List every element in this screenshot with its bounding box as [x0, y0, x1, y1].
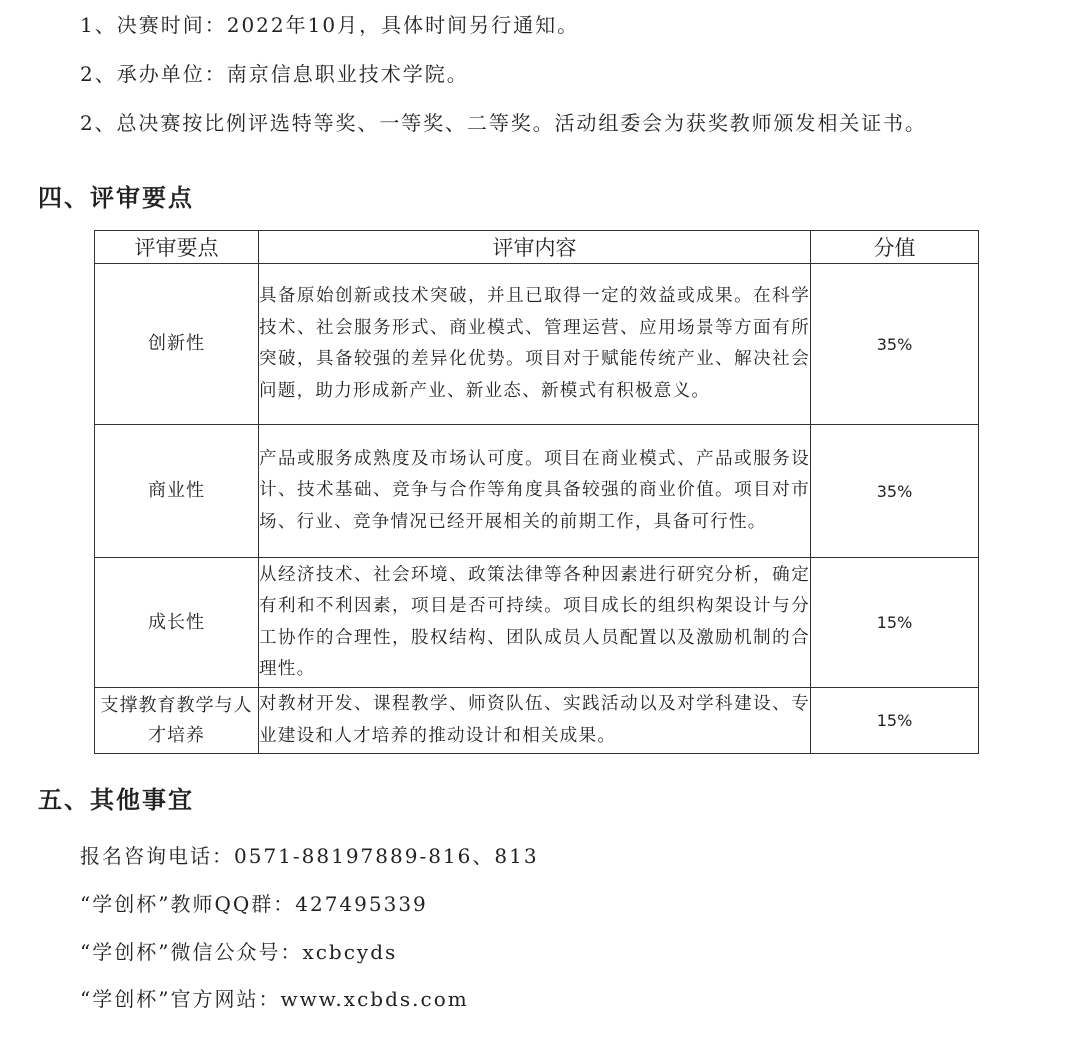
table-row — [95, 558, 979, 688]
header-content: 评审内容 — [259, 231, 811, 264]
row-criteria-score: 15% — [811, 558, 979, 688]
header-score: 分值 — [811, 231, 979, 264]
table-row — [95, 688, 979, 754]
contact-website: “学创杯”官方网站：www.xcbds.com — [80, 987, 469, 1011]
criteria-table — [94, 230, 979, 754]
row-criteria-score: 35% — [811, 425, 979, 558]
row-criteria-name: 商业性 — [95, 425, 259, 558]
contact-wechat: “学创杯”微信公众号：xcbcyds — [80, 940, 398, 964]
row-criteria-content: 产品或服务成熟度及市场认可度。项目在商业模式、产品或服务设计、技术基础、竞争与合作等角度具备较强的商业价值。项目对市场、行业、竞争情况已经开展相关的前期工作，具备可行性。 — [259, 425, 811, 558]
row-criteria-name: 成长性 — [95, 558, 259, 688]
row-criteria-score: 15% — [811, 688, 979, 754]
header-criteria: 评审要点 — [95, 231, 259, 264]
row-criteria-name: 创新性 — [95, 264, 259, 425]
intro-line-3: 2、总决赛按比例评选特等奖、一等奖、二等奖。活动组委会为获奖教师颁发相关证书。 — [80, 111, 927, 135]
row-criteria-score: 35% — [811, 264, 979, 425]
row-criteria-content: 对教材开发、课程教学、师资队伍、实践活动以及对学科建设、专业建设和人才培养的推动设计和相关成果。 — [259, 688, 811, 754]
intro-line-1: 1、决赛时间：2022年10月，具体时间另行通知。 — [80, 13, 580, 37]
row-criteria-name: 支撑教育教学与人才培养 — [95, 688, 259, 754]
table-row — [95, 264, 979, 425]
row-criteria-content: 从经济技术、社会环境、政策法律等各种因素进行研究分析，确定有利和不利因素，项目是否可持续。项目成长的组织构架设计与分工协作的合理性，股权结构、团队成员人员配置以及激励机制的合理性。 — [259, 558, 811, 688]
contact-phone: 报名咨询电话：0571-88197889-816、813 — [80, 844, 539, 868]
table-header-row — [95, 231, 979, 264]
intro-line-2: 2、承办单位：南京信息职业技术学院。 — [80, 62, 469, 86]
section-5-title: 五、其他事宜 — [38, 786, 194, 814]
table-row — [95, 425, 979, 558]
section-4-title: 四、评审要点 — [38, 184, 194, 212]
contact-qq-group: “学创杯”教师QQ群：427495339 — [80, 892, 428, 916]
row-criteria-content: 具备原始创新或技术突破，并且已取得一定的效益或成果。在科学技术、社会服务形式、商业模式、管理运营、应用场景等方面有所突破，具备较强的差异化优势。项目对于赋能传统产业、解决社会问题，助力形成新产业、新业态、新模式有积极意义。 — [259, 264, 811, 425]
